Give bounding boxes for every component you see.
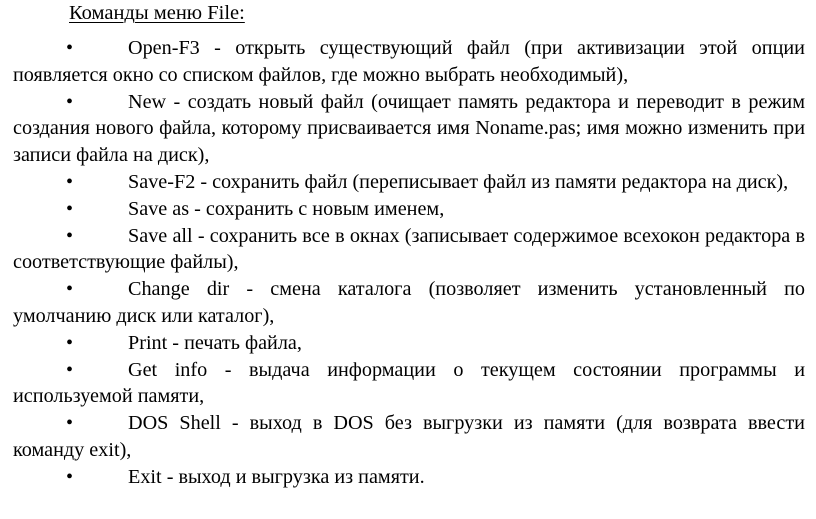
- list-item-text: New - создать новый файл (очищает память редактора и переводит в режим создания нового файла, которому присваивается имя Noname.pas; имя можно изменить при записи файла на диск),: [13, 90, 805, 167]
- list-item-dos-shell: [13, 410, 805, 464]
- list-item-text: Open-F3 - открыть существующий файл (при активизации этой опции появляется окно со списком файлов, где можно выбрать необходимый),: [13, 37, 805, 86]
- file-menu-commands-list: [13, 35, 805, 491]
- bullet-icon: •: [66, 170, 74, 193]
- list-item-open: [13, 35, 805, 89]
- section-title: Команды меню File:: [69, 2, 245, 24]
- list-item-save-as: [13, 196, 805, 223]
- bullet-icon: •: [66, 331, 74, 354]
- list-item-text: Exit - выход и выгрузка из памяти.: [128, 465, 425, 488]
- bullet-icon: •: [66, 90, 74, 113]
- list-item-get-info: [13, 357, 805, 411]
- bullet-icon: •: [66, 465, 74, 488]
- list-item-text: Get info - выдача информации о текущем состоянии программы и используемой памяти,: [13, 358, 805, 408]
- list-item-text: Save all - сохранить все в окнах (записывает содержимое всехокон редактора в соответствующие файлы),: [13, 224, 805, 274]
- bullet-icon: •: [66, 358, 74, 381]
- bullet-icon: •: [66, 224, 74, 247]
- bullet-icon: •: [66, 412, 74, 435]
- bullet-icon: •: [66, 37, 74, 59]
- list-item-save-all: [13, 223, 805, 277]
- document-page: [13, 0, 805, 491]
- bullet-icon: •: [66, 197, 74, 220]
- list-item-text: Change dir - смена каталога (позволяет изменить установленный по умолчанию диск или каталог),: [13, 278, 805, 327]
- list-item-print: [13, 330, 805, 357]
- list-item-new: [13, 89, 805, 169]
- list-item-text: Save as - сохранить с новым именем,: [128, 197, 445, 220]
- list-item-exit: [13, 464, 805, 491]
- list-item-text: Print - печать файла,: [128, 331, 302, 354]
- list-item-text: DOS Shell - выход в DOS без выгрузки из памяти (для возврата ввести команду exit),: [13, 412, 805, 461]
- list-item-change-dir: [13, 276, 805, 330]
- bullet-icon: •: [66, 278, 74, 301]
- list-item-text: Save-F2 - сохранить файл (переписывает файл из памяти редактора на диск),: [128, 170, 789, 193]
- list-item-save: [13, 169, 805, 196]
